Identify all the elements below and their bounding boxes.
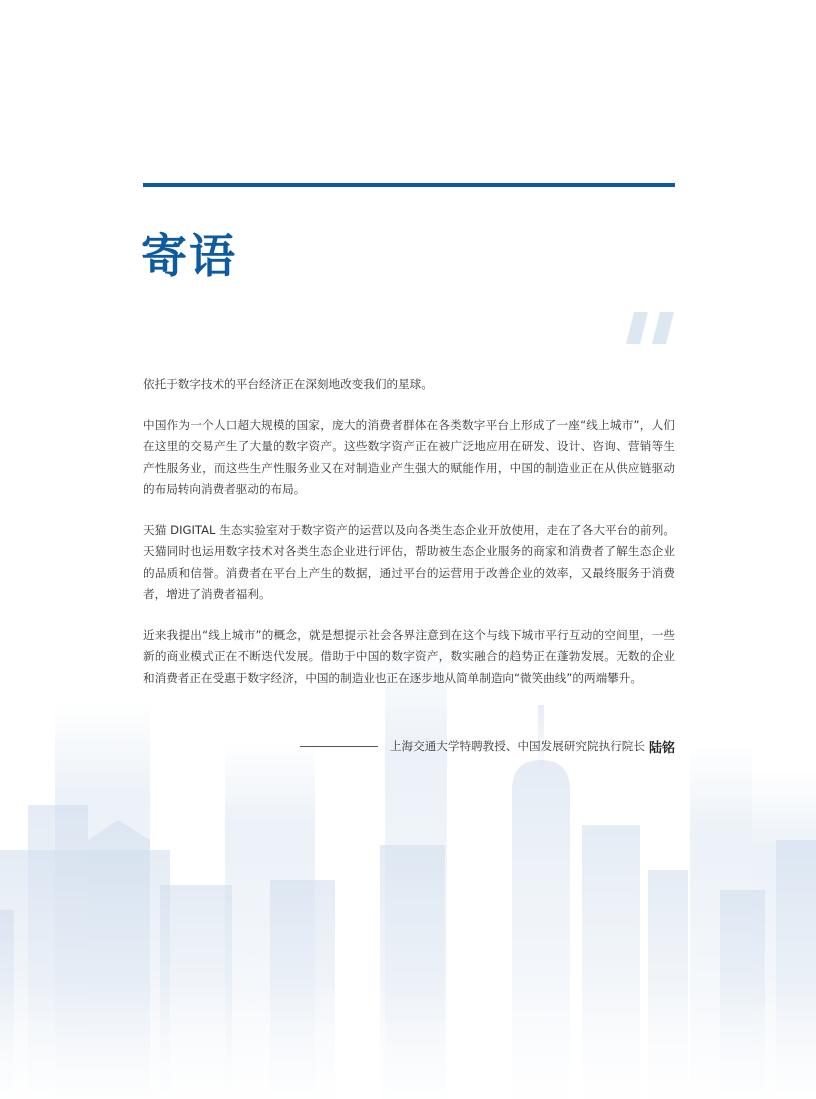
attribution-dash bbox=[300, 746, 378, 747]
letter-body bbox=[143, 374, 675, 708]
author-name: 陆铭 bbox=[648, 740, 675, 756]
page-title: 寄语 bbox=[141, 229, 237, 283]
paragraph-1: 依托于数字技术的平台经济正在深刻地改变我们的星球。 bbox=[143, 377, 433, 391]
header-rule bbox=[143, 183, 675, 187]
quote-mark-icon bbox=[626, 312, 676, 344]
paragraph-2: 中国作为一个人口超大规模的国家，庞大的消费者群体在各类数字平台上形成了一座“线上城市”，人们在这里的交易产生了大量的数字资产。这些数字资产正在被广泛地应用在研发、设计、咨询、营销等生产性服务业，而这些生产性服务业又在对制造业产生强大的赋能作用，中国的制造业正在从供应链驱动的布局转向消费者驱动的布局。 bbox=[143, 417, 675, 496]
paragraph-3: 天猫 DIGITAL 生态实验室对于数字资产的运营以及向各类生态企业开放使用，走在了各大平台的前列。天猫同时也运用数字技术对各类生态企业进行评估，帮助被生态企业服务的商家和消费者了解生态企业的品质和信誉。消费者在平台上产生的数据，通过平台的运营用于改善企业的效率，又最终服务于消费者，增进了消费者福利。 bbox=[143, 522, 675, 601]
author-role: 上海交通大学特聘教授、中国发展研究院执行院长 bbox=[389, 739, 645, 753]
attribution bbox=[280, 735, 675, 757]
paragraph-4: 近来我提出“线上城市”的概念，就是想提示社会各界注意到在这个与线下城市平行互动的空间里，一些新的商业模式正在不断迭代发展。借助于中国的数字资产，数实融合的趋势正在蓬勃发展。无数的企业和消费者正在受惠于数字经济，中国的制造业也正在逐步地从简单制造向“微笑曲线”的两端攀升。 bbox=[143, 627, 675, 685]
